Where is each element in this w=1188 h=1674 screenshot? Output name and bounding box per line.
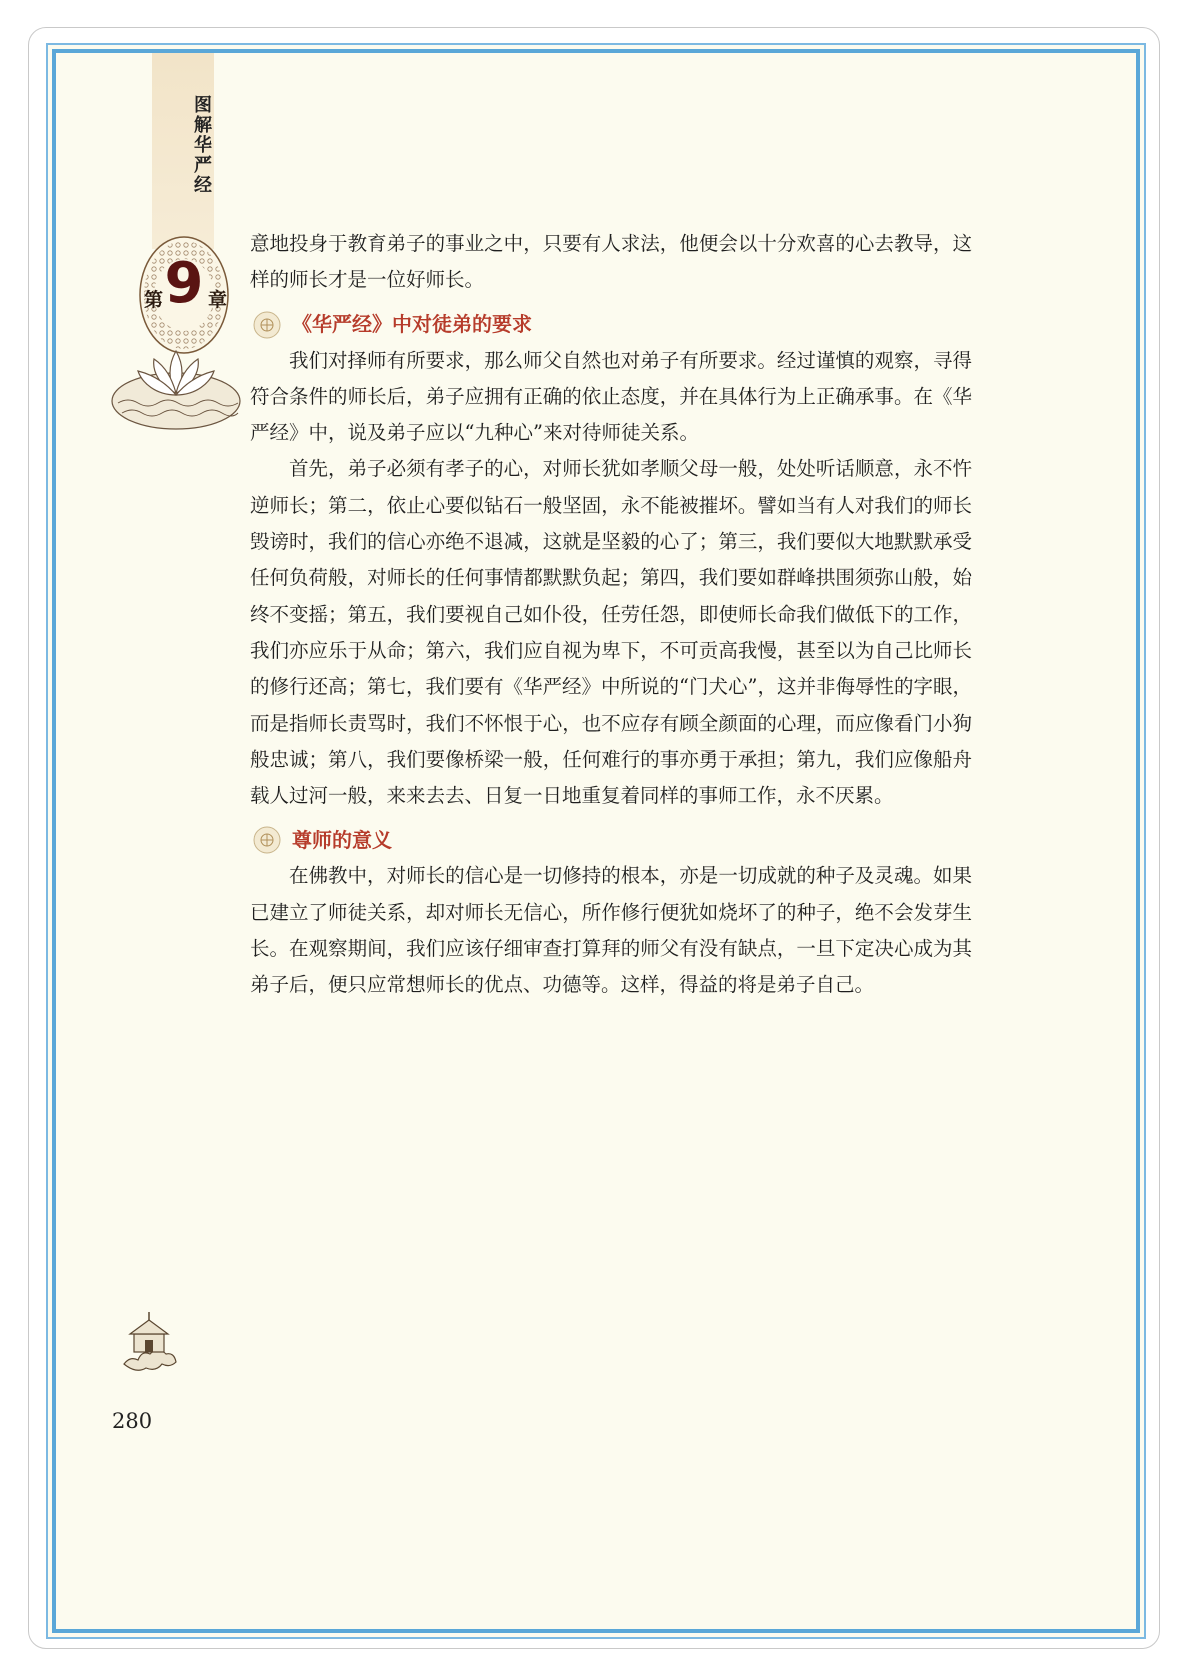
lotus-icon: [108, 343, 244, 433]
section-paragraph: 首先，弟子必须有孝子的心，对师长犹如孝顺父母一般，处处听话顺意，永不忤逆师长；第二，依止心要似钻石一般坚固，永不能被摧坏。譬如当有人对我们的师长毁谤时，我们的信心亦绝不退减，这就是坚毅的心了；第三，我们要似大地默默承受任何负荷般，对师长的任何事情都默默负起；第四，我们要如群峰拱围须弥山般，始终不变摇；第五，我们要视自己如仆役，任劳任怨，即使师长命我们做低下的工作，我们亦应乐于从命；第六，我们应自视为卑下，不可贡高我慢，甚至以为自己比师长的修行还高；第七，我们要有《华严经》中所说的“门犬心”，这并非侮辱性的字眼，而是指师长责骂时，我们不怀恨于心，也不应存有顾全颜面的心理，而应像看门小狗般忠诚；第八，我们要像桥梁一般，任何难行的事亦勇于承担；第九，我们应像船舟载人过河一般，来来去去、日复一日地重复着同样的事师工作，永不厌累。: [250, 457, 972, 808]
temple-ornament-icon: [114, 1308, 184, 1378]
section-paragraph: 我们对择师有所要求，那么师父自然也对弟子有所要求。经过谨慎的观察，寻得符合条件的师长后，弟子应拥有正确的依止态度，并在具体行为上正确承事。在《华严经》中，说及弟子应以“九种心”来对待师徒关系。: [250, 348, 972, 445]
section-heading: [250, 307, 972, 343]
chapter-prefix: 第: [144, 289, 164, 311]
intro-paragraph: 意地投身于教育弟子的事业之中，只要有人求法，他便会以十分欢喜的心去教导，这样的师长才是一位好师长。: [250, 232, 972, 292]
book-side-title: 图解华严经: [191, 95, 212, 195]
section-heading: [250, 822, 972, 858]
section-emblem-icon: [252, 310, 282, 340]
chapter-number: 9: [164, 251, 204, 316]
section-paragraph: 在佛教中，对师长的信心是一切修持的根本，亦是一切成就的种子及灵魂。如果已建立了师徒关系，却对师长无信心，所作修行便犹如烧坏了的种子，绝不会发芽生长。在观察期间，我们应该仔细审查打算拜的师父有没有缺点，一旦下定决心成为其弟子后，便只应常想师长的优点、功德等。这样，得益的将是弟子自己。: [250, 864, 972, 997]
section-emblem-icon: [252, 825, 282, 855]
side-tab: [152, 53, 214, 249]
article-body: [250, 226, 972, 1004]
section-heading-text: 《华严经》中对徒弟的要求: [292, 312, 532, 337]
page-number: 280: [112, 1409, 153, 1433]
section-heading-text: 尊师的意义: [292, 828, 392, 853]
book-page: [52, 49, 1140, 1633]
chapter-suffix: 章: [208, 289, 228, 311]
